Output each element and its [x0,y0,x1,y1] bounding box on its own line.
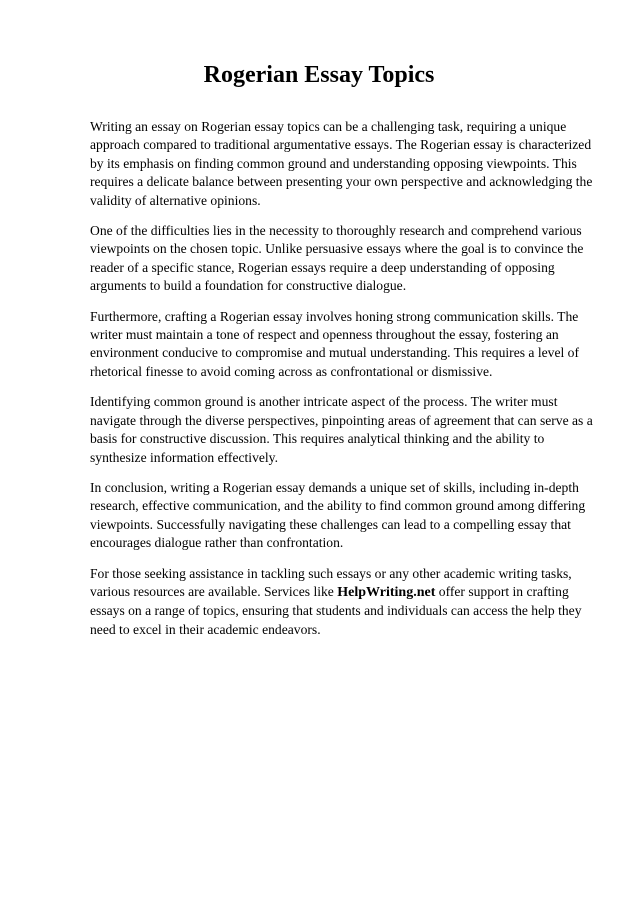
page-title: Rogerian Essay Topics [203,62,435,88]
closing-text-after: offer support in crafting essays on a range of topics, ensuring that students and individuals can access the help they need to excel in their academic endeavors. [90,583,582,637]
paragraph-intro: Writing an essay on Rogerian essay topics can be a challenging task, requiring a unique approach compared to traditional argumentative essays. The Rogerian essay is characterized by its emphasis on finding common ground and understanding opposing viewpoints. This requires a delicate balance between presenting your own perspective and acknowledging the validity of alternative opinions. [90,119,593,208]
paragraph-closing [90,565,600,640]
paragraph-conclusion: In conclusion, writing a Rogerian essay demands a unique set of skills, including in-depth research, effective communication, and the ability to find common ground among differing viewpoints. Successfully navigating these challenges can lead to a compelling essay that encourages dialogue rather than confrontation. [90,479,586,551]
paragraph-research: One of the difficulties lies in the necessity to thoroughly research and comprehend various viewpoints on the chosen topic. Unlike persuasive essays where the goal is to convince the reader of a specific stance, Rogerian essays require a deep understanding of opposing arguments to build a foundation for constructive dialogue. [90,223,584,294]
paragraph-common-ground: Identifying common ground is another intricate aspect of the process. The writer must navigate through the diverse perspectives, pinpointing areas of agreement that can serve as a basis for constructive discussion. This requires analytical thinking and the ability to synthesize information effectively. [90,394,593,465]
brand-name: HelpWriting.net [337,584,436,600]
paragraph-communication: Furthermore, crafting a Rogerian essay involves honing strong communication skills. The writer must maintain a tone of respect and openness throughout the essay, fostering an environment conducive to compromise and mutual understanding. This requires a level of rhetorical finesse to avoid coming across as confrontational or dismissive. [90,308,579,379]
closing-text-before: For those seeking assistance in tackling such essays or any other academic writing tasks, various resources are available. Services like [90,565,572,599]
document-body [90,118,600,651]
